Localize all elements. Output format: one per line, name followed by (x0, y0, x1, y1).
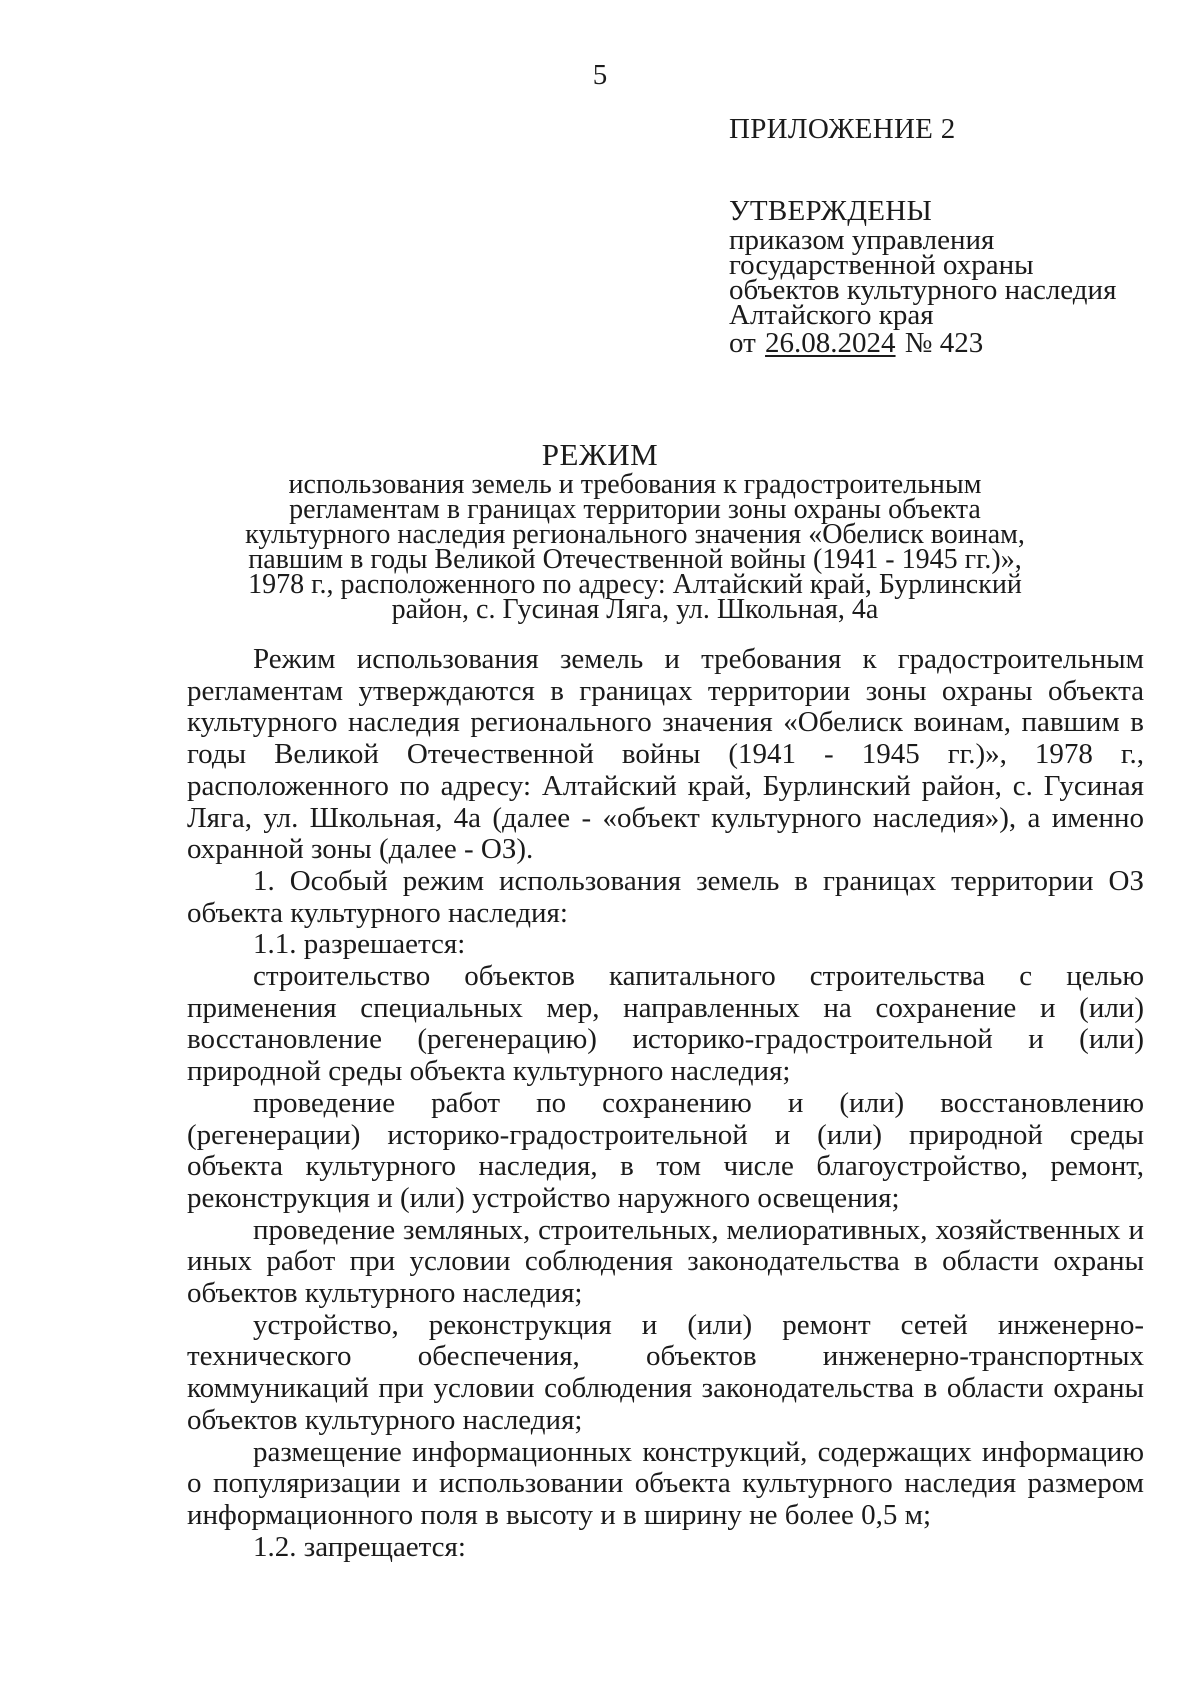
subtitle-line: культурного наследия регионального значения «Обелиск воинам, (245, 519, 1025, 550)
approval-line: Алтайского края (729, 299, 934, 331)
document-body (187, 644, 1144, 1563)
list-item: строительство объектов капитального строительства с целью применения специальных мер, направленных на сохранение и (или) восстановление (регенерацию) историко-градостроительной и (или) природной среды объекта культурного наследия; (187, 960, 1144, 1088)
subtitle-line: регламентам в границах территории зоны охраны объекта (289, 494, 981, 525)
order-number: № 423 (904, 327, 984, 359)
subtitle-line: район, с. Гусиная Ляга, ул. Школьная, 4а (391, 594, 879, 625)
date-prefix: от (729, 327, 756, 359)
order-date-line (729, 328, 1169, 358)
appendix-label: ПРИЛОЖЕНИЕ 2 (729, 113, 956, 145)
approval-line: объектов культурного наследия (729, 274, 1117, 306)
list-item: устройство, реконструкция и (или) ремонт сетей инженерно-технического обеспечения, объектов инженерно-транспортных коммуникаций при условии соблюдения законодательства в области охраны объектов культурного наследия; (187, 1308, 1144, 1436)
list-item: проведение земляных, строительных, мелиоративных, хозяйственных и иных работ при условии соблюдения законодательства в области охраны объектов культурного наследия; (187, 1213, 1144, 1310)
section-1-heading: 1. Особый режим использования земель в границах территории ОЗ объекта культурного наследия: (187, 864, 1144, 929)
approval-line: приказом управления (729, 224, 995, 256)
list-item: проведение работ по сохранению и (или) восстановлению (регенерации) историко-градостроительной и (или) природной среды объекта культурного наследия, в том числе благоустройство, ремонт, реконструкция и (или) устройство наружного освещения; (187, 1086, 1144, 1214)
document-subtitle (200, 469, 1070, 625)
subsection-1-1-heading: 1.1. разрешается: (253, 928, 466, 961)
subsection-1-2-heading: 1.2. запрещается: (253, 1530, 466, 1563)
approved-label: УТВЕРЖДЕНЫ (729, 195, 933, 227)
subtitle-line: использования земель и требования к градостроительным (288, 469, 982, 500)
subtitle-line: павшим в годы Великой Отечественной войны (1941 - 1945 гг.)», (248, 544, 1022, 575)
approval-line: государственной охраны (729, 249, 1034, 281)
document-title: РЕЖИМ (541, 437, 659, 472)
list-item: размещение информационных конструкций, содержащих информацию о популяризации и использовании объекта культурного наследия размером информационного поля в высоту и в ширину не более 0,5 м; (187, 1435, 1144, 1531)
subtitle-line: 1978 г., расположенного по адресу: Алтайский край, Бурлинский (248, 569, 1022, 600)
order-date: 26.08.2024 (765, 327, 896, 359)
page-number: 5 (592, 59, 608, 91)
intro-paragraph: Режим использования земель и требования к градостроительным регламентам утверждаются в границах территории зоны охраны объекта культурного наследия регионального значения «Обелиск воинам, павшим в годы Великой Отечественной войны (1941 - 1945 гг.)», 1978 г., расположенного по адресу: Алтайский край, Бурлинский район, с. Гусиная Ляга, ул. Школьная, 4а (далее - «объект культурного наследия»), а именно охранной зоны (далее - ОЗ). (187, 643, 1144, 866)
approval-block (729, 112, 1169, 358)
